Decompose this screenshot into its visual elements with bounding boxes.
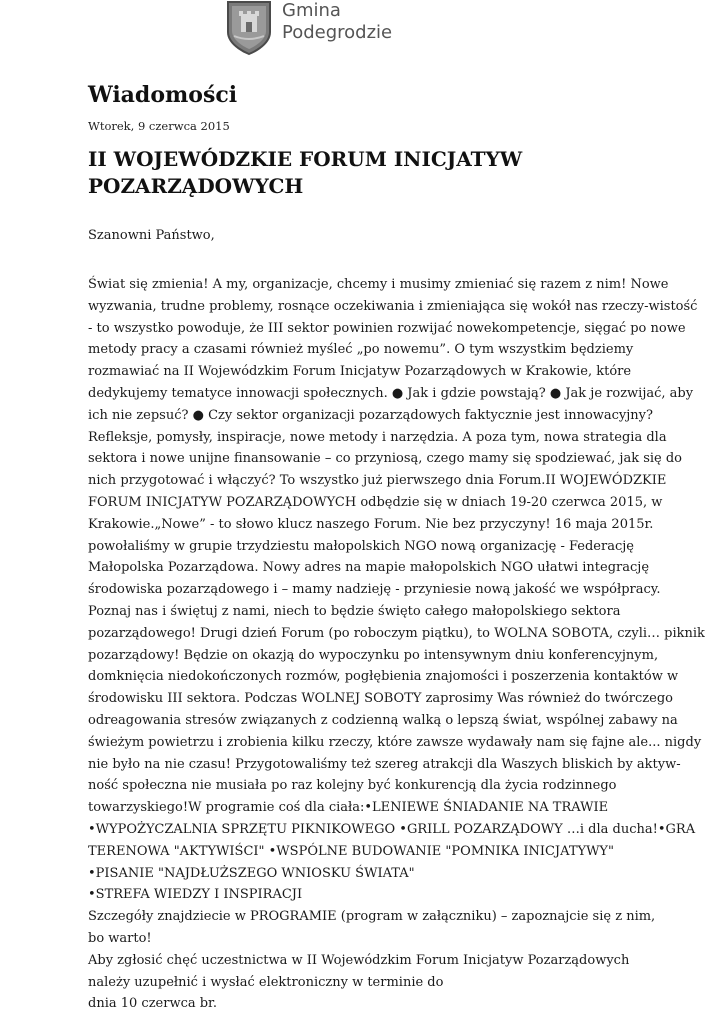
- body-line: pozarządowy! Będzie on okazją do wypoczynku po intensywnym dniu konferencyjnym,: [88, 647, 659, 663]
- body-line: powołaliśmy w grupie trzydziestu małopolskich NGO nową organizację - Federację: [88, 538, 634, 554]
- body-line: dnia 10 czerwca br.: [88, 996, 217, 1012]
- body-line: środowiska pozarządowego i – mamy nadzieję - przyniesie nową jakość we współpracy.: [88, 582, 661, 598]
- body-line: świeżym powietrzu i zrobienia kilku rzeczy, które zawsze wydawały nam się fajne ale... nigdy: [88, 734, 702, 750]
- article-date: Wtorek, 9 czerwca 2015: [88, 119, 230, 133]
- logo-wordmark: [282, 0, 392, 44]
- body-line: Krakowie.„Nowe” - to słowo klucz naszego Forum. Nie bez przyczyny! 16 maja 2015r.: [88, 516, 654, 532]
- body-line: ność społeczna nie musiała po raz kolejny być konkurencją dla życia rodzinnego: [88, 778, 617, 794]
- body-line: Aby zgłosić chęć uczestnictwa w II Wojewódzkim Forum Inicjatyw Pozarządowych: [88, 952, 630, 968]
- body-line: domknięcia niedokończonych rozmów, pogłębienia znajomości i poszerzenia kontaktów w: [88, 669, 679, 685]
- body-line: FORUM INICJATYW POZARZĄDOWYCH odbędzie się w dniach 19-20 czerwca 2015, w: [88, 494, 663, 510]
- section-title: Wiadomości: [88, 82, 238, 108]
- site-logo[interactable]: [226, 0, 426, 56]
- body-line: środowisku III sektora. Podczas WOLNEJ SOBOTY zaprosimy Was również do twórczego: [88, 691, 673, 707]
- coat-of-arms-icon: [226, 0, 272, 56]
- body-line: pozarządowego! Drugi dzień Forum (po roboczym piątku), to WOLNA SOBOTA, czyli… piknik: [88, 625, 705, 641]
- logo-line-2: Podegrodzie: [282, 22, 393, 43]
- body-line: •WYPOŻYCZALNIA SPRZĘTU PIKNIKOWEGO •GRILL POZARZĄDOWY …i dla ducha!•GRA: [88, 821, 696, 837]
- body-line: nie było na nie czasu! Przygotowaliśmy też szereg atrakcji dla Waszych bliskich by aktyw-: [88, 756, 681, 772]
- body-line: Świat się zmienia! A my, organizacje, chcemy i musimy zmieniać się razem z nim! Nowe: [88, 277, 669, 292]
- body-line: •PISANIE "NAJDŁUŻSZEGO WNIOSKU ŚWIATA": [88, 865, 415, 881]
- body-line: - to wszystko powoduje, że III sektor powinien rozwijać nowekompetencje, sięgać po nowe: [88, 320, 686, 336]
- body-line: sektora i nowe unijne finansowanie – co przyniosą, czego mamy się spodziewać, jak się do: [88, 451, 683, 467]
- article-headline: II WOJEWÓDZKIE FORUM INICJATYW POZARZĄDOWYCH: [88, 147, 523, 198]
- body-line: rozmawiać na II Wojewódzkim Forum Inicjatyw Pozarządowych w Krakowie, które: [88, 364, 632, 380]
- body-line: odreagowania stresów związanych z codzienną walką o lepszą świat, wspólnej zabawy na: [88, 712, 678, 728]
- body-line: Małopolska Pozarządowa. Nowy adres na mapie małopolskich NGO ułatwi integrację: [88, 560, 650, 576]
- body-line: metody pracy a czasami również myśleć „po nowemu”. O tym wszystkim będziemy: [88, 342, 634, 358]
- body-line: towarzyskiego!W programie coś dla ciała:•LENIEWE ŚNIADANIE NA TRAWIE: [88, 800, 609, 816]
- body-line: dedykujemy tematyce innowacji społecznych. ● Jak i gdzie powstają? ● Jak je rozwijać, aby: [88, 385, 694, 401]
- body-line: Szczegóły znajdziecie w PROGRAMIE (program w załączniku) – zapoznajcie się z nim,: [88, 909, 656, 925]
- article-greeting: Szanowni Państwo,: [88, 228, 215, 243]
- article-body: [88, 274, 705, 1015]
- body-line: wyzwania, trudne problemy, rosnące oczekiwania i zmieniająca się wokół nas rzeczy-wistość: [88, 298, 698, 314]
- body-line: bo warto!: [88, 930, 152, 946]
- body-line: Poznaj nas i świętuj z nami, niech to będzie święto całego małopolskiego sektora: [88, 603, 621, 619]
- body-line: Refleksje, pomysły, inspiracje, nowe metody i narzędzia. A poza tym, nowa strategia dla: [88, 429, 667, 445]
- body-line: należy uzupełnić i wysłać elektroniczny w terminie do: [88, 974, 444, 990]
- body-line: •STREFA WIEDZY I INSPIRACJI: [88, 887, 303, 903]
- body-line: TERENOWA "AKTYWIŚCI" •WSPÓLNE BUDOWANIE "POMNIKA INICJATYWY": [88, 843, 614, 859]
- body-line: ich nie zepsuć? ● Czy sektor organizacji pozarządowych faktycznie jest innowacyjny?: [88, 407, 653, 423]
- logo-line-1: Gmina: [282, 0, 341, 21]
- body-line: nich przygotować i włączyć? To wszystko już pierwszego dnia Forum.II WOJEWÓDZKIE: [88, 473, 667, 489]
